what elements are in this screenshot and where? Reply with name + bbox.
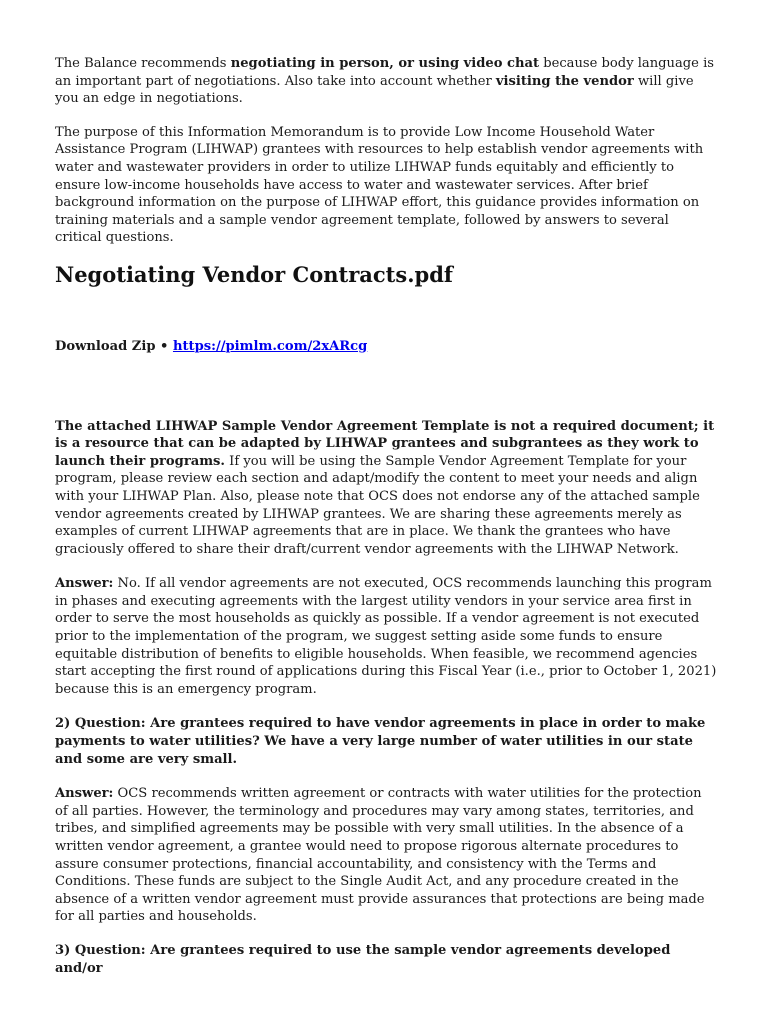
- question-2: 2) Question: Are grantees required to have vendor agreements in place in order to make payments to water utilities? We have a very large number of water utilities in our state and some are very small.: [55, 716, 706, 767]
- download-line: [55, 338, 717, 356]
- purpose-paragraph: The purpose of this Information Memorandum is to provide Low Income Household Water Assistance Program (LIHWAP) grantees with resources to help establish vendor agreements with water and wastewater providers in order to utilize LIHWAP funds equitably and efficiently to ensure low-income households have access to water and wastewater services. After brief background information on the purpose of LIHWAP effort, this guidance provides information on training materials and a sample vendor agreement template, followed by answers to several critical questions.: [55, 124, 704, 246]
- answer-1-paragraph: Answer: No. If all vendor agreements are not executed, OCS recommends launching this program in phases and executing agreements with the largest utility vendors in your service area first in order to serve the most households as quickly as possible. If a vendor agreement is not executed prior to the implementation of the program, we suggest setting aside some funds to ensure equitable distribution of benefits to eligible households. When feasible, we recommend agencies start accepting the first round of applications during this Fiscal Year (i.e., prior to October 1, 2021) because this is an emergency program.: [55, 576, 717, 697]
- document-page: [55, 55, 717, 977]
- question-3: 3) Question: Are grantees required to use the sample vendor agreements developed and/or: [55, 942, 671, 976]
- answer-2-paragraph: Answer: OCS recommends written agreement or contracts with water utilities for the protection of all parties. However, the terminology and procedures may vary among states, territories, and tribes, and simplified agreements may be possible with very small utilities. In the absence of a written vendor agreement, a grantee would need to propose rigorous alternate procedures to assure consumer protections, financial accountability, and consistency with the Terms and Conditions. These funds are subject to the Single Audit Act, and any procedure created in the absence of a written vendor agreement must provide assurances that protections are being made for all parties and households.: [55, 786, 705, 925]
- download-label: Download Zip •: [55, 338, 173, 354]
- attached-template-paragraph: The attached LIHWAP Sample Vendor Agreement Template is not a required document; it is a resource that can be adapted by LIHWAP grantees and subgrantees as they work to launch their programs. If you will be using the Sample Vendor Agreement Template for your program, please review each section and adapt/modify the content to meet your needs and align with your LIHWAP Plan. Also, please note that OCS does not endorse any of the attached sample vendor agreements created by LIHWAP grantees. We are sharing these agreements merely as examples of current LIHWAP agreements that are in place. We thank the grantees who have graciously offered to share their draft/current vendor agreements with the LIHWAP Network.: [55, 418, 715, 557]
- download-link[interactable]: https://pimlm.com/2xARcg: [172, 338, 368, 354]
- document-title: Negotiating Vendor Contracts.pdf: [55, 261, 453, 287]
- intro-paragraph: The Balance recommends negotiating in person, or using video chat because body language is an important part of negotiations. Also take into account whether visiting the vendor will give you an edge in negotiations.: [55, 56, 714, 107]
